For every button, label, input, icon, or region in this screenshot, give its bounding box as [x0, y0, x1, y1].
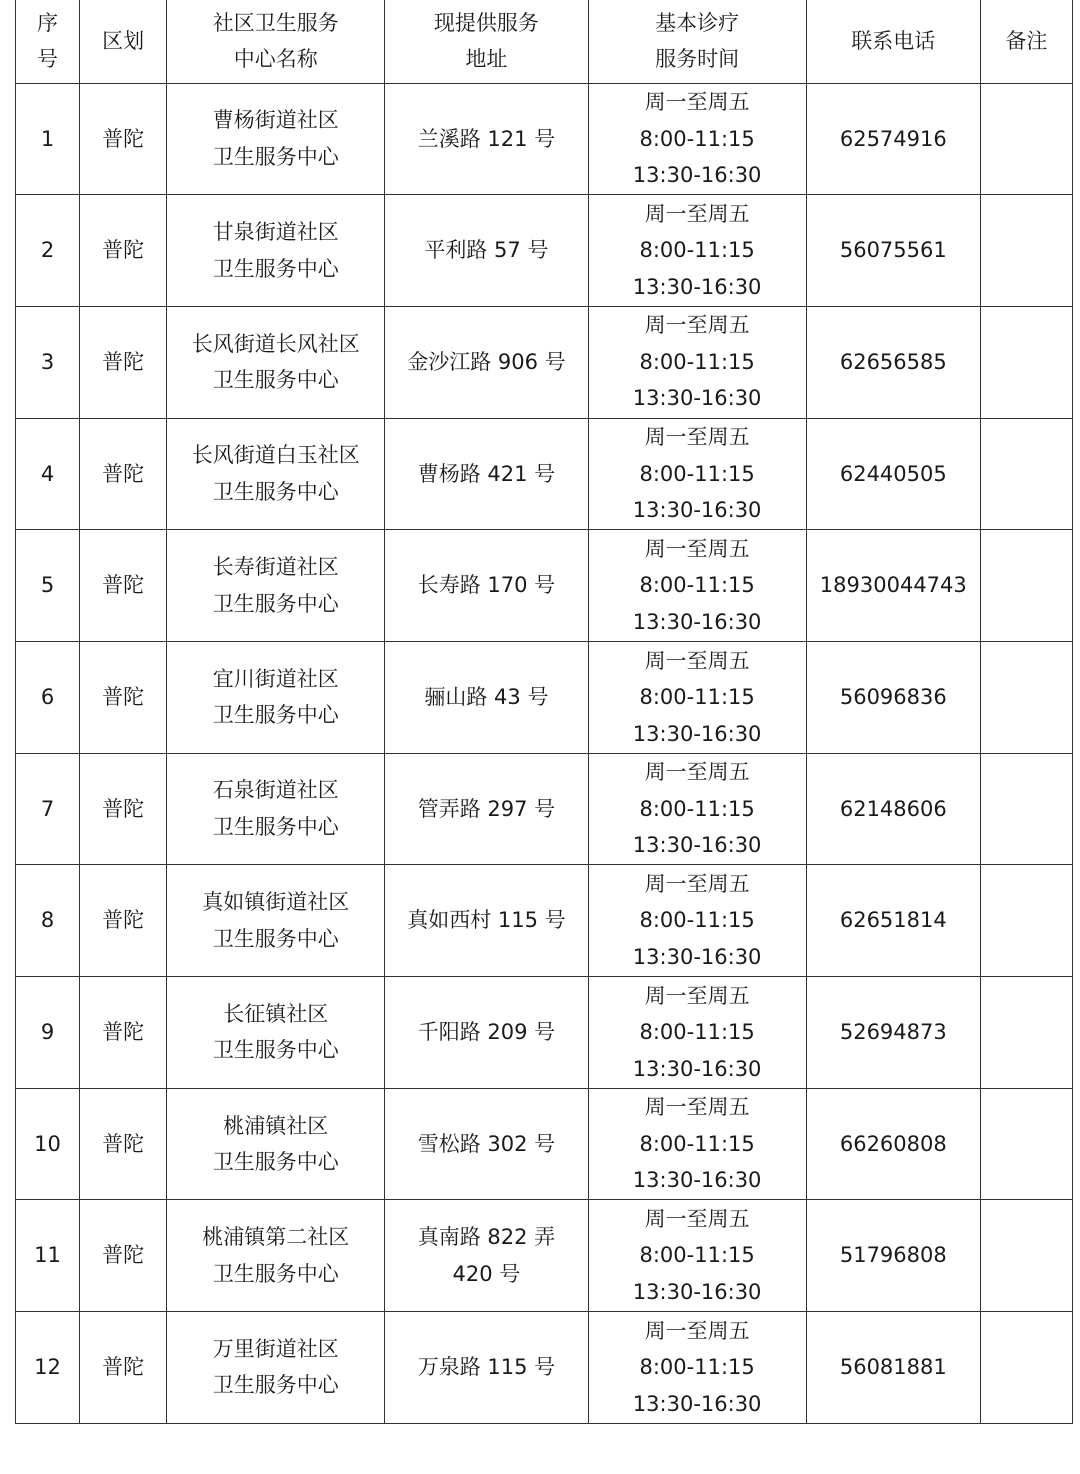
cell-note: [980, 641, 1072, 753]
cell-center-name: 长征镇社区 卫生服务中心: [167, 977, 385, 1089]
cell-center-name: 曹杨街道社区 卫生服务中心: [167, 83, 385, 195]
cell-address: 管弄路 297 号: [385, 753, 588, 865]
cell-phone: 56096836: [806, 641, 980, 753]
cell-center-name: 长寿街道社区 卫生服务中心: [167, 530, 385, 642]
cell-district: 普陀: [80, 83, 167, 195]
cell-phone: 62148606: [806, 753, 980, 865]
cell-service-hours: 周一至周五 8:00-11:15 13:30-16:30: [588, 1088, 806, 1200]
cell-service-hours: 周一至周五 8:00-11:15 13:30-16:30: [588, 753, 806, 865]
header-district: 区划: [80, 0, 167, 83]
cell-service-hours: 周一至周五 8:00-11:15 13:30-16:30: [588, 865, 806, 977]
cell-service-hours: 周一至周五 8:00-11:15 13:30-16:30: [588, 195, 806, 307]
cell-address: 兰溪路 121 号: [385, 83, 588, 195]
cell-phone: 66260808: [806, 1088, 980, 1200]
cell-address: 曹杨路 421 号: [385, 418, 588, 530]
cell-address: 千阳路 209 号: [385, 977, 588, 1089]
header-phone: 联系电话: [806, 0, 980, 83]
cell-no: 4: [16, 418, 80, 530]
cell-phone: 51796808: [806, 1200, 980, 1312]
cell-address: 万泉路 115 号: [385, 1312, 588, 1424]
table-row: [16, 530, 1073, 642]
table-row: [16, 418, 1073, 530]
header-note: 备注: [980, 0, 1072, 83]
cell-no: 5: [16, 530, 80, 642]
cell-no: 6: [16, 641, 80, 753]
cell-note: [980, 83, 1072, 195]
cell-no: 12: [16, 1312, 80, 1424]
table-row: [16, 306, 1073, 418]
cell-district: 普陀: [80, 418, 167, 530]
table-row: [16, 83, 1073, 195]
cell-no: 7: [16, 753, 80, 865]
table-row: [16, 641, 1073, 753]
cell-no: 3: [16, 306, 80, 418]
cell-center-name: 真如镇街道社区 卫生服务中心: [167, 865, 385, 977]
table-row: [16, 1312, 1073, 1424]
cell-district: 普陀: [80, 753, 167, 865]
cell-address: 长寿路 170 号: [385, 530, 588, 642]
cell-no: 2: [16, 195, 80, 307]
cell-note: [980, 865, 1072, 977]
cell-district: 普陀: [80, 1200, 167, 1312]
cell-no: 10: [16, 1088, 80, 1200]
cell-address: 骊山路 43 号: [385, 641, 588, 753]
cell-note: [980, 306, 1072, 418]
cell-center-name: 长风街道白玉社区 卫生服务中心: [167, 418, 385, 530]
health-center-table: [15, 0, 1073, 1424]
cell-service-hours: 周一至周五 8:00-11:15 13:30-16:30: [588, 418, 806, 530]
cell-center-name: 石泉街道社区 卫生服务中心: [167, 753, 385, 865]
cell-address: 真南路 822 弄 420 号: [385, 1200, 588, 1312]
cell-note: [980, 1200, 1072, 1312]
cell-address: 金沙江路 906 号: [385, 306, 588, 418]
cell-phone: 18930044743: [806, 530, 980, 642]
table-row: [16, 195, 1073, 307]
cell-phone: 62440505: [806, 418, 980, 530]
table-body: [16, 83, 1073, 1423]
cell-center-name: 万里街道社区 卫生服务中心: [167, 1312, 385, 1424]
cell-phone: 62651814: [806, 865, 980, 977]
cell-district: 普陀: [80, 977, 167, 1089]
cell-service-hours: 周一至周五 8:00-11:15 13:30-16:30: [588, 530, 806, 642]
cell-center-name: 宜川街道社区 卫生服务中心: [167, 641, 385, 753]
cell-district: 普陀: [80, 641, 167, 753]
cell-note: [980, 195, 1072, 307]
cell-address: 雪松路 302 号: [385, 1088, 588, 1200]
cell-service-hours: 周一至周五 8:00-11:15 13:30-16:30: [588, 1312, 806, 1424]
cell-service-hours: 周一至周五 8:00-11:15 13:30-16:30: [588, 83, 806, 195]
cell-district: 普陀: [80, 195, 167, 307]
cell-service-hours: 周一至周五 8:00-11:15 13:30-16:30: [588, 641, 806, 753]
table-row: [16, 753, 1073, 865]
cell-no: 1: [16, 83, 80, 195]
cell-center-name: 桃浦镇社区 卫生服务中心: [167, 1088, 385, 1200]
cell-phone: 56075561: [806, 195, 980, 307]
cell-service-hours: 周一至周五 8:00-11:15 13:30-16:30: [588, 977, 806, 1089]
cell-note: [980, 1312, 1072, 1424]
cell-service-hours: 周一至周五 8:00-11:15 13:30-16:30: [588, 306, 806, 418]
header-address: 现提供服务 地址: [385, 0, 588, 83]
cell-district: 普陀: [80, 865, 167, 977]
cell-district: 普陀: [80, 530, 167, 642]
cell-phone: 52694873: [806, 977, 980, 1089]
cell-note: [980, 753, 1072, 865]
cell-center-name: 桃浦镇第二社区 卫生服务中心: [167, 1200, 385, 1312]
cell-service-hours: 周一至周五 8:00-11:15 13:30-16:30: [588, 1200, 806, 1312]
cell-district: 普陀: [80, 1088, 167, 1200]
cell-district: 普陀: [80, 306, 167, 418]
cell-note: [980, 977, 1072, 1089]
header-row: [16, 0, 1073, 83]
cell-phone: 62574916: [806, 83, 980, 195]
header-no: 序 号: [16, 0, 80, 83]
table-row: [16, 1088, 1073, 1200]
header-center-name: 社区卫生服务 中心名称: [167, 0, 385, 83]
table-row: [16, 865, 1073, 977]
cell-center-name: 长风街道长风社区 卫生服务中心: [167, 306, 385, 418]
cell-note: [980, 418, 1072, 530]
cell-note: [980, 530, 1072, 642]
cell-phone: 62656585: [806, 306, 980, 418]
cell-no: 9: [16, 977, 80, 1089]
cell-phone: 56081881: [806, 1312, 980, 1424]
cell-note: [980, 1088, 1072, 1200]
table-row: [16, 977, 1073, 1089]
cell-address: 平利路 57 号: [385, 195, 588, 307]
cell-address: 真如西村 115 号: [385, 865, 588, 977]
cell-no: 8: [16, 865, 80, 977]
cell-no: 11: [16, 1200, 80, 1312]
table-row: [16, 1200, 1073, 1312]
cell-center-name: 甘泉街道社区 卫生服务中心: [167, 195, 385, 307]
header-service-hours: 基本诊疗 服务时间: [588, 0, 806, 83]
cell-district: 普陀: [80, 1312, 167, 1424]
